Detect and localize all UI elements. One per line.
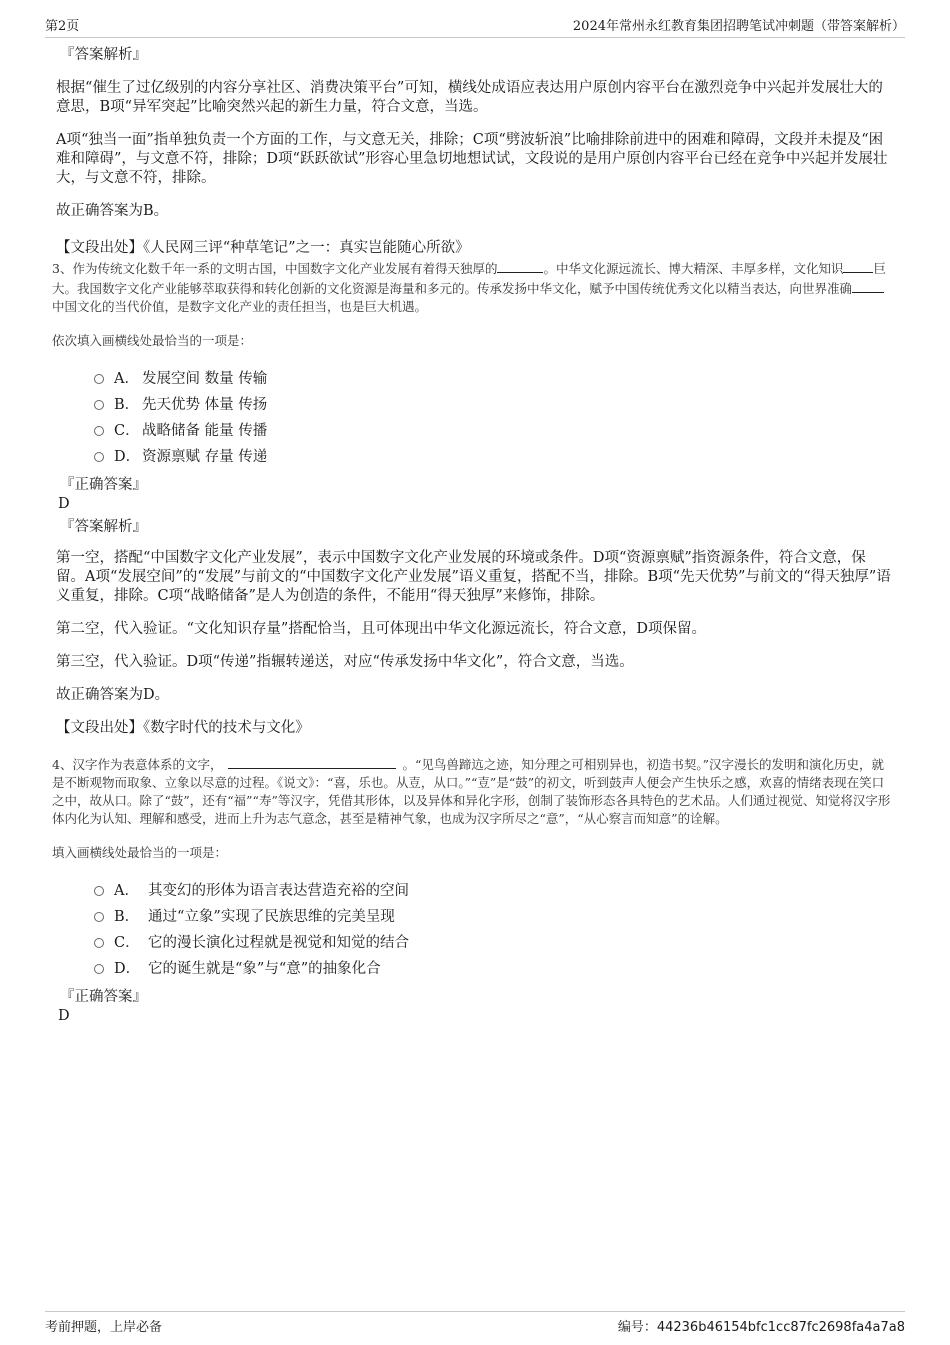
analysis-paragraph: A项“独当一面”指单独负责一个方面的工作，与文意无关，排除；C项“劈波斩浪”比喻排除前进中的困难和障碍，文段并未提及“困难和障碍”，与文意不符，排除；D项“跃跃欲试”形容心里急切地想试试，文段说的是用户原创内容平台已经在竞争中兴起并发展壮大，与文意不符，排除。	[56, 132, 888, 186]
correct-answer: D	[58, 496, 70, 512]
option-d[interactable]: D． 资源禀赋 存量 传递	[94, 442, 892, 468]
option-a[interactable]: A． 发展空间 数量 传输	[94, 364, 892, 390]
page-footer	[45, 1311, 905, 1338]
answer-blank	[497, 258, 543, 273]
correct-answer-label: 『正确答案』	[60, 477, 147, 493]
answer-analysis-label: 『答案解析』	[60, 47, 147, 63]
source-citation: 【文段出处】《人民网三评“种草笔记”之一：真实岂能随心所欲》	[56, 240, 470, 256]
footer-serial: 编号：44236b46154bfc1cc87fc2698fa4a7a8	[617, 1320, 905, 1335]
document-title: 2024年常州永红教育集团招聘笔试冲刺题（带答案解析）	[572, 19, 905, 34]
option-c[interactable]: C． 它的漫长演化过程就是视觉和知觉的结合	[94, 928, 892, 954]
question-4	[52, 754, 892, 1026]
answer-blank	[843, 258, 873, 273]
answer-blank	[228, 754, 396, 769]
analysis-conclusion: 故正确答案为D。	[56, 687, 170, 703]
analysis-paragraph: 第一空，搭配“中国数字文化产业发展”，表示中国数字文化产业发展的环境或条件。D项“资源禀赋”指资源条件，符合文意，保留。A项“发展空间”的“发展”与前文的“中国数字文化产业发展”语义重复，搭配不当，排除。B项“先天优势”与前文的“得天独厚”语义重复，排除。C项“战略储备”是人为创造的条件，不能用“得天独厚”来修饰，排除。	[56, 550, 891, 604]
question-prompt: 填入画横线处最恰当的一项是：	[52, 845, 228, 860]
question-stem: 4、汉字作为表意体系的文字， 。“见鸟兽蹄迒之迹，知分理之可相别异也，初造书契。”汉字漫长的发明和演化历史，就是不断观物而取象、立象以尽意的过程。《说文》：“喜，乐也。从壴，从口。”“壴”是“鼓”的初文，听到鼓声人便会产生快乐之感，欢喜的情绪表现在笑口之中，故从口。除了“鼓”，还有“福”“寿”等汉字，凭借其形体，以及异体和异化字形，创制了装饰形态各具特色的艺术品。人们通过视觉、知觉将汉字形体内化为认知、理解和感受，进而上升为志气意念，甚至是精神气象，也成为汉字所尽之“意”，“从心察言而知意”的诠解。	[52, 754, 892, 828]
radio-icon[interactable]	[94, 912, 104, 922]
page-content	[52, 46, 892, 1026]
source-citation: 【文段出处】《数字时代的技术与文化》	[56, 720, 310, 736]
analysis-conclusion: 故正确答案为B。	[56, 203, 169, 219]
radio-icon[interactable]	[94, 426, 104, 436]
option-b[interactable]: B． 通过“立象”实现了民族思维的完美呈现	[94, 902, 892, 928]
question-stem: 3、作为传统文化数千年一系的文明古国，中国数字文化产业发展有着得天独厚的 。中华文化源远流长、博大精深、丰厚多样，文化知识 巨大。我国数字文化产业能够萃取获得和转化创新的文化资源是海量和多元的。传承发扬中华文化，赋予中国传统优秀文化以精当表达，向世界准确中国文化的当代价值，是数字文化产业的责任担当，也是巨大机遇。	[52, 258, 892, 316]
option-list	[94, 876, 892, 980]
option-b[interactable]: B． 先天优势 体量 传扬	[94, 390, 892, 416]
page-header	[45, 14, 905, 38]
question-prompt: 依次填入画横线处最恰当的一项是：	[52, 333, 253, 348]
question-3	[52, 258, 892, 738]
footer-slogan: 考前押题，上岸必备	[45, 1320, 163, 1335]
option-a[interactable]: A． 其变幻的形体为语言表达营造充裕的空间	[94, 876, 892, 902]
answer-blank	[852, 278, 884, 293]
correct-answer: D	[58, 1008, 70, 1024]
option-c[interactable]: C． 战略储备 能量 传播	[94, 416, 892, 442]
answer-analysis-label: 『答案解析』	[60, 519, 147, 535]
correct-answer-label: 『正确答案』	[60, 989, 147, 1005]
radio-icon[interactable]	[94, 938, 104, 948]
option-d[interactable]: D． 它的诞生就是“象”与“意”的抽象化合	[94, 954, 892, 980]
analysis-paragraph: 第二空，代入验证。“文化知识存量”搭配恰当，且可体现出中华文化源远流长，符合文意，D项保留。	[56, 621, 706, 637]
radio-icon[interactable]	[94, 400, 104, 410]
radio-icon[interactable]	[94, 452, 104, 462]
radio-icon[interactable]	[94, 886, 104, 896]
option-list	[94, 364, 892, 468]
q2-analysis-section	[56, 46, 892, 258]
radio-icon[interactable]	[94, 374, 104, 384]
analysis-paragraph: 根据“催生了过亿级别的内容分享社区、消费决策平台”可知，横线处成语应表达用户原创内容平台在激烈竞争中兴起并发展壮大的意思，B项“异军突起”比喻突然兴起的新生力量，符合文意，当选。	[56, 80, 883, 115]
page-number: 第2页	[45, 19, 80, 34]
radio-icon[interactable]	[94, 964, 104, 974]
analysis-paragraph: 第三空，代入验证。D项“传递”指辗转递送，对应“传承发扬中华文化”，符合文意，当选。	[56, 654, 634, 670]
